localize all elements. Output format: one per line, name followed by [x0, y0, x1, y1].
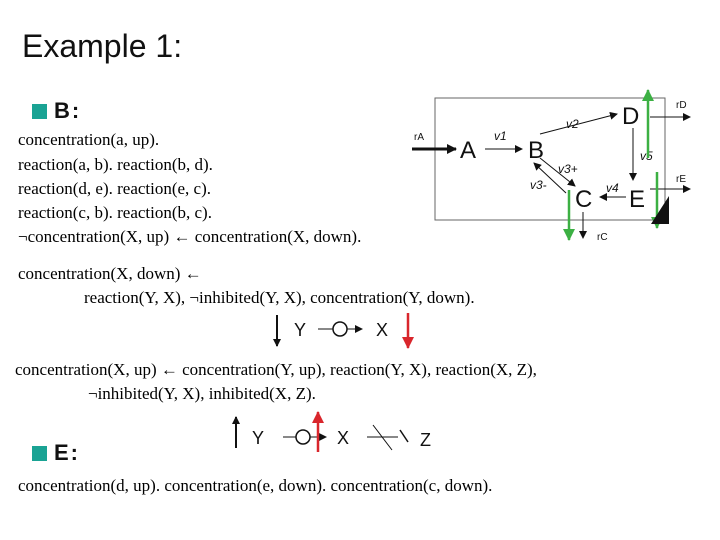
node-b: B — [528, 137, 545, 164]
mini2-node-y: Y — [252, 428, 265, 448]
e-line: concentration(d, up). concentration(e, down). concentration(c, down). — [18, 476, 493, 495]
v1-label: v1 — [494, 129, 507, 143]
rule1-line-2: reaction(Y, X), ¬inhibited(Y, X), concentration(Y, down). — [84, 288, 475, 307]
mini2-inhibition-tick — [400, 430, 408, 442]
b-line-4: reaction(c, b). reaction(b, c). — [18, 203, 212, 222]
node-d: D — [622, 103, 640, 130]
ra-label: rA — [414, 132, 424, 143]
b-line-5: ¬concentration(X, up) ← concentration(X, down). — [18, 227, 362, 246]
v3-plus-label: v3+ — [558, 162, 578, 176]
page-title: Example 1: — [22, 28, 183, 64]
e-corner-marker — [651, 196, 669, 224]
b-line-1: concentration(a, up). — [18, 130, 160, 149]
v4-label: v4 — [606, 181, 619, 195]
re-label: rE — [676, 174, 686, 185]
rd-label: rD — [676, 100, 687, 111]
rule2-line-2: ¬inhibited(Y, X), inhibited(X, Z). — [88, 384, 316, 403]
b-line-3: reaction(d, e). reaction(e, c). — [18, 179, 212, 198]
section-b-label: B: — [54, 98, 82, 123]
mini2-node-x: X — [337, 428, 350, 448]
node-a: A — [460, 137, 477, 164]
node-e: E — [629, 186, 646, 213]
mini1-node-x: X — [376, 320, 389, 340]
mini2-node-z: Z — [420, 430, 431, 450]
rc-label: rC — [597, 232, 608, 243]
section-e-label: E: — [54, 440, 80, 465]
v5-label: v5 — [640, 149, 653, 163]
b-line-2: reaction(a, b). reaction(b, d). — [18, 155, 213, 174]
mini1-inhibit-circle — [333, 322, 347, 336]
mini1-node-y: Y — [294, 320, 307, 340]
mini2-inhibit-circle — [296, 430, 310, 444]
rule1-line-1: concentration(X, down) ← — [18, 264, 202, 283]
v2-label: v2 — [566, 117, 579, 131]
rule2-line-1: concentration(X, up) ← concentration(Y, up), reaction(Y, X), reaction(X, Z), — [15, 360, 537, 379]
node-c: C — [575, 186, 593, 213]
v3-minus-label: v3- — [530, 178, 547, 192]
